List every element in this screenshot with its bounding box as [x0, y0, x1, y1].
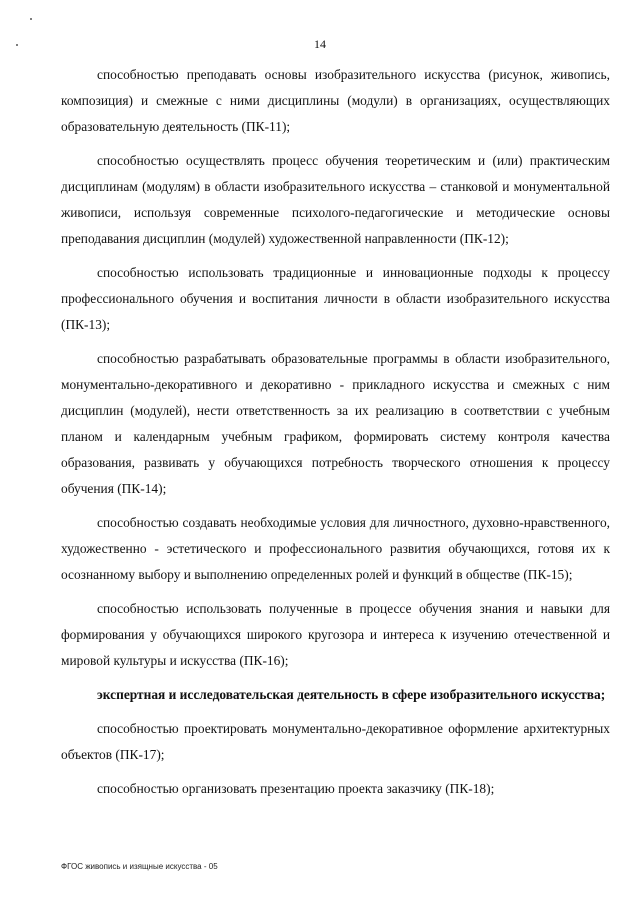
paragraph: способностью использовать полученные в процессе обучения знания и навыки для формирования у обучающихся широкого кругозора и интереса к изучению отечественной и мировой культуры и искусства (ПК-16);	[61, 601, 610, 668]
page-number: 14	[314, 37, 326, 51]
paragraph: способностью преподавать основы изобразительного искусства (рисунок, живопись, композиция) и смежные с ними дисциплины (модули) в организациях, осуществляющих образовательную деятельность (ПК-11);	[61, 67, 610, 134]
footer-text: ФГОС живопись и изящные искусства - 05	[61, 862, 218, 871]
paragraph: способностью осуществлять процесс обучения теоретическим и (или) практическим дисциплинам (модулям) в области изобразительного искусства – станковой и монументальной живописи, используя современные психолого-педагогические и методические основы преподавания дисциплин (модулей) художественной направленности (ПК-12);	[61, 153, 610, 246]
paragraph: способностью использовать традиционные и инновационные подходы к процессу профессионального обучения и воспитания личности в области изобразительного искусства (ПК-13);	[61, 265, 610, 332]
section-heading: экспертная и исследовательская деятельность в сфере изобразительного искусства;	[97, 687, 606, 702]
paragraph: способностью создавать необходимые условия для личностного, духовно-нравственного, художественно - эстетического и профессионального развития обучающихся, готовя их к осознанному выбору и выполнению определенных ролей и функций в обществе (ПК-15);	[61, 515, 610, 582]
paragraph: способностью организовать презентацию проекта заказчику (ПК-18);	[97, 781, 495, 796]
paragraph: способностью проектировать монументально-декоративное оформление архитектурных объектов (ПК-17);	[61, 721, 610, 762]
document-body	[61, 62, 610, 810]
scan-speck	[30, 18, 32, 20]
paragraph: способностью разрабатывать образовательные программы в области изобразительного, монументально-декоративного и декоративно - прикладного искусства и смежных с ним дисциплин (модулей), нести ответственность за их реализацию в соответствии с учебным планом и календарным учебным графиком, формировать систему контроля качества образования, развивать у обучающихся потребность творческого отношения к процессу обучения (ПК-14);	[61, 351, 610, 496]
